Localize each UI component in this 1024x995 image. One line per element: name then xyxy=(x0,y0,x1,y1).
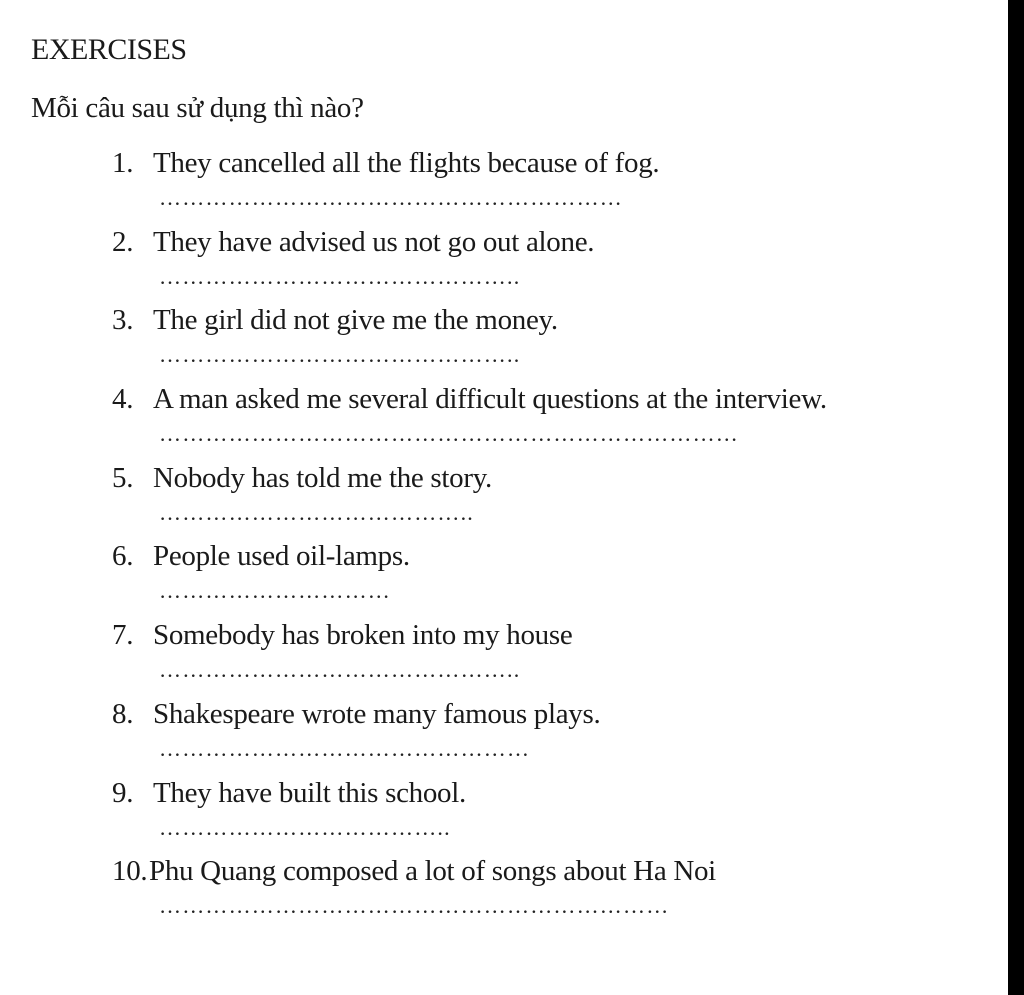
item-sentence: A man asked me several difficult questions at the interview. xyxy=(153,383,827,416)
answer-blank[interactable]: ……………………………….. xyxy=(159,814,451,840)
item-number: 9. xyxy=(112,776,134,809)
answer-blank[interactable]: ………………………………….. xyxy=(159,499,474,525)
item-sentence: Phu Quang composed a lot of songs about Ha Noi xyxy=(149,855,716,888)
item-number: 10. xyxy=(112,855,148,888)
answer-blank[interactable]: ………………………………………………………………… xyxy=(159,421,739,447)
item-number: 6. xyxy=(112,540,134,573)
item-sentence: People used oil-lamps. xyxy=(153,540,410,573)
item-number: 7. xyxy=(112,619,134,652)
item-sentence: Nobody has told me the story. xyxy=(153,461,492,494)
item-sentence: Shakespeare wrote many famous plays. xyxy=(153,697,601,730)
item-number: 1. xyxy=(112,147,134,179)
answer-blank[interactable]: ……………………………………….. xyxy=(159,342,521,368)
answer-blank[interactable]: ……………………………………….. xyxy=(159,263,521,289)
answer-blank[interactable]: ………………………………………… xyxy=(159,735,531,761)
answer-blank[interactable]: ………………………… xyxy=(159,578,391,604)
item-number: 8. xyxy=(112,697,134,730)
item-number: 4. xyxy=(112,383,134,416)
exercises-heading: EXERCISES xyxy=(31,33,187,66)
item-sentence: Somebody has broken into my house xyxy=(153,619,573,652)
item-number: 2. xyxy=(112,225,134,258)
answer-blank[interactable]: ………………………………………………………… xyxy=(159,893,670,919)
item-sentence: They cancelled all the flights because of fog. xyxy=(153,147,660,179)
item-sentence: The girl did not give me the money. xyxy=(153,304,558,337)
item-sentence: They have built this school. xyxy=(153,776,466,809)
item-number: 3. xyxy=(112,304,134,337)
window-edge xyxy=(1008,0,1024,995)
instruction-prompt: Mỗi câu sau sử dụng thì nào? xyxy=(31,92,364,124)
answer-blank[interactable]: …………………………………………………… xyxy=(159,185,623,210)
item-sentence: They have advised us not go out alone. xyxy=(153,225,595,258)
answer-blank[interactable]: ……………………………………….. xyxy=(159,657,521,683)
item-number: 5. xyxy=(112,461,134,494)
